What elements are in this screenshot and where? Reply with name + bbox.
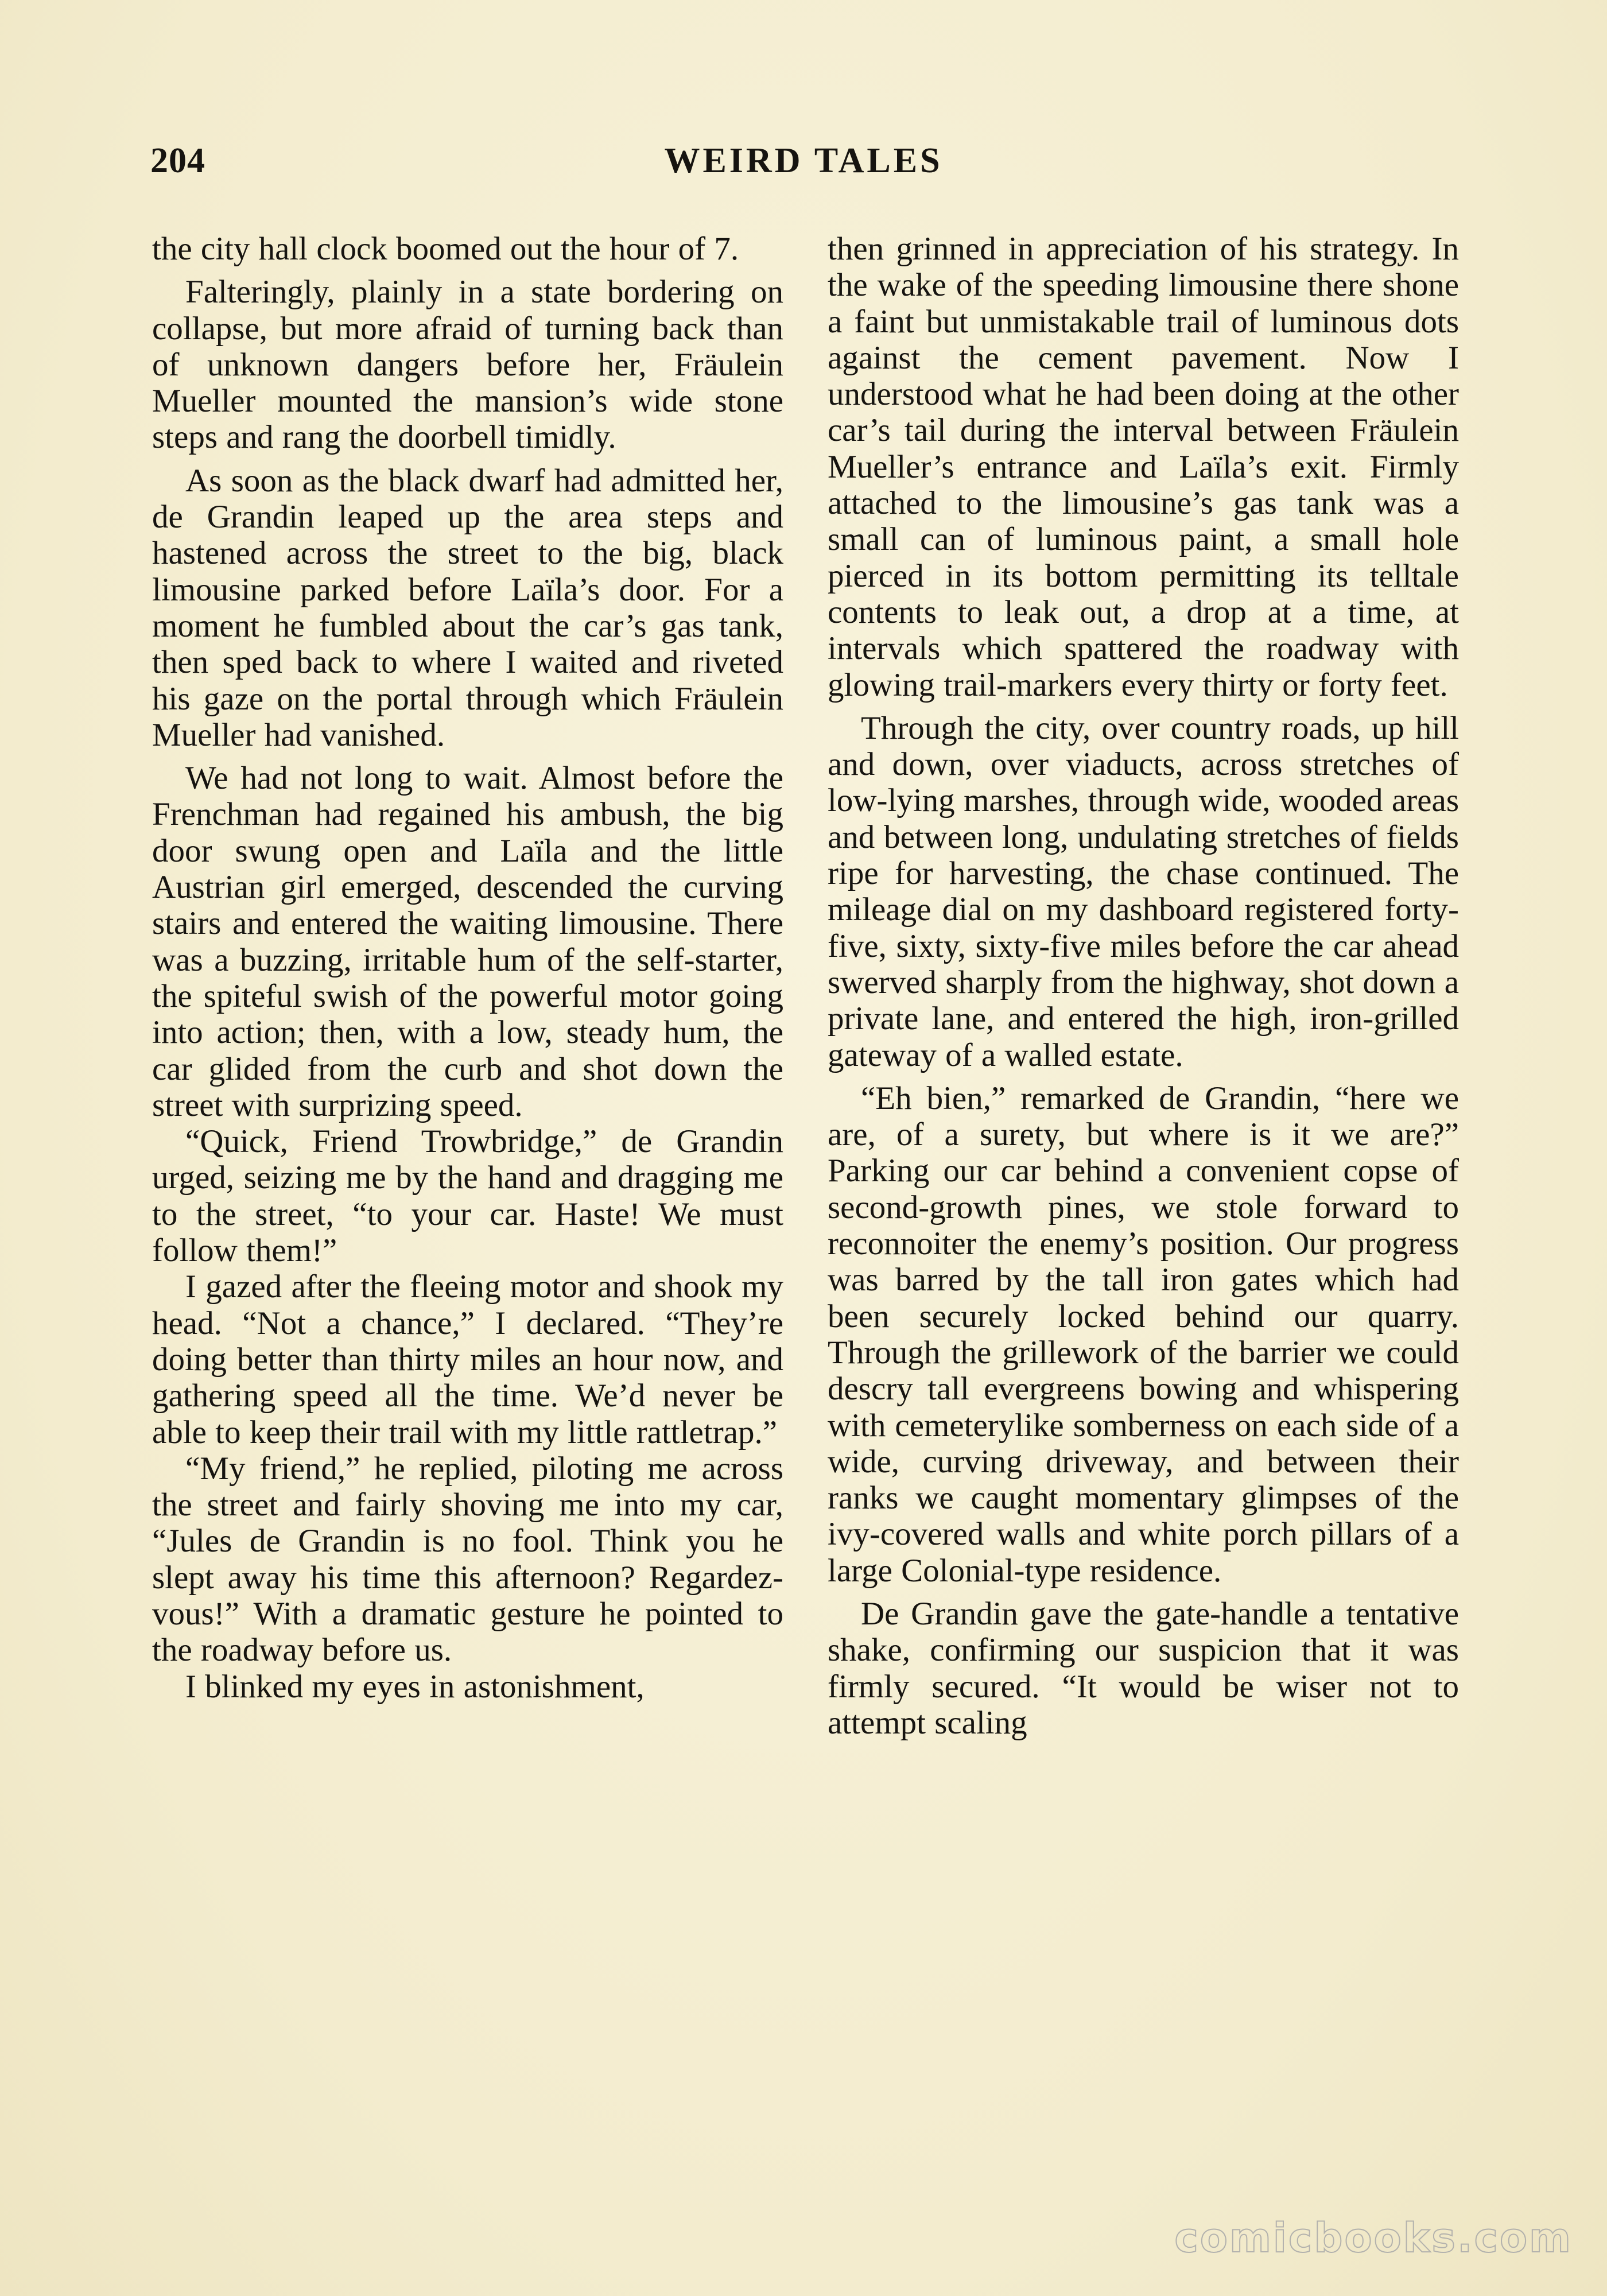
paragraph: I blinked my eyes in astonishment, xyxy=(185,1668,645,1705)
paragraph: Falteringly, plainly in a state bordering on collapse, but more afraid of turning back than of unknown dangers before her, Fräulein Mueller mounted the mansion’s wide stone steps and rang the doorbell timidly. xyxy=(152,274,783,456)
paragraph: Through the city, over country roads, up hill and down, over viaducts, across stretches of low-lying marshes, through wide, wooded areas and between long, undulating stretches of fields ripe for harvesting, the chase continued. The mileage dial on my dashboard registered forty-five, sixty, sixty-five miles before the car ahead swerved sharply from the highway, shot down a private lane, and entered the high, iron-grilled gateway of a walled estate. xyxy=(828,709,1459,1073)
paragraph: “Eh bien,” remarked de Grandin, “here we are, of a surety, but where is it we are?” Parking our car behind a convenient copse of second-growth pines, we stole forward to reconnoiter the enemy’s position. Our progress was barred by the tall iron gates which had been securely locked behind our quarry. Through the grillework of the barrier we could descry tall evergreens bowing and whispering with cemeterylike somberness on each side of a wide, curving driveway, and between their ranks we caught momentary glimpses of the ivy-covered walls and white porch pillars of a large Colonial-type residence. xyxy=(828,1080,1459,1589)
paragraph: We had not long to wait. Almost before the Frenchman had regained his ambush, the big door swung open and Laïla and the little Austrian girl emerged, descended the curving stairs and entered the waiting limousine. There was a buzzing, irritable hum of the self-starter, the spiteful swish of the powerful motor going into action; then, with a low, steady hum, the car glided from the curb and shot down the street with surprizing speed. xyxy=(152,760,783,1123)
running-title: WEIRD TALES xyxy=(664,141,943,180)
text-column-right xyxy=(828,231,1459,2171)
paragraph: then grinned in appreciation of his strategy. In the wake of the speeding limousine there shone a faint but unmistakable trail of luminous dots against the cement pavement. Now I understood what he had been doing at the other car’s tail during the interval between Fräulein Mueller’s entrance and Laïla’s exit. Firmly attached to the limousine’s gas tank was a small can of luminous paint, a small hole pierced in its bottom permitting its telltale contents to leak out, a drop at a time, at intervals which spattered the roadway with glowing trail-markers every thirty or forty feet. xyxy=(828,231,1459,703)
paragraph: De Grandin gave the gate-handle a tentative shake, confirming our suspicion that it was firmly secured. “It would be wiser not to attempt scaling xyxy=(828,1595,1459,1741)
paragraph: the city hall clock boomed out the hour of 7. xyxy=(152,231,739,267)
paragraph: “My friend,” he replied, piloting me across the street and fairly shoving me into my car, “Jules de Grandin is no fool. Think you he slept away his time this afternoon? Regardez-vous!” With a dramatic gesture he pointed to the roadway before us. xyxy=(152,1450,783,1669)
page-number: 204 xyxy=(150,141,205,180)
paragraph: “Quick, Friend Trowbridge,” de Grandin urged, seizing me by the hand and dragging me to the street, “to your car. Haste! We must follow them!” xyxy=(152,1123,783,1269)
paragraph: As soon as the black dwarf had admitted her, de Grandin leaped up the area steps and hastened across the street to the big, black limousine parked before Laïla’s door. For a moment he fumbled about the car’s gas tank, then sped back to where I waited and riveted his gaze on the portal through which Fräulein Mueller had vanished. xyxy=(152,462,783,753)
paragraph: I gazed after the fleeing motor and shook my head. “Not a chance,” I declared. “They’re doing better than thirty miles an hour now, and gathering speed all the time. We’d never be able to keep their trail with my little rattletrap.” xyxy=(152,1269,783,1450)
page-header xyxy=(150,141,1457,192)
text-column-left xyxy=(152,231,783,2171)
watermark: comicbooks.com xyxy=(1174,2214,1573,2262)
